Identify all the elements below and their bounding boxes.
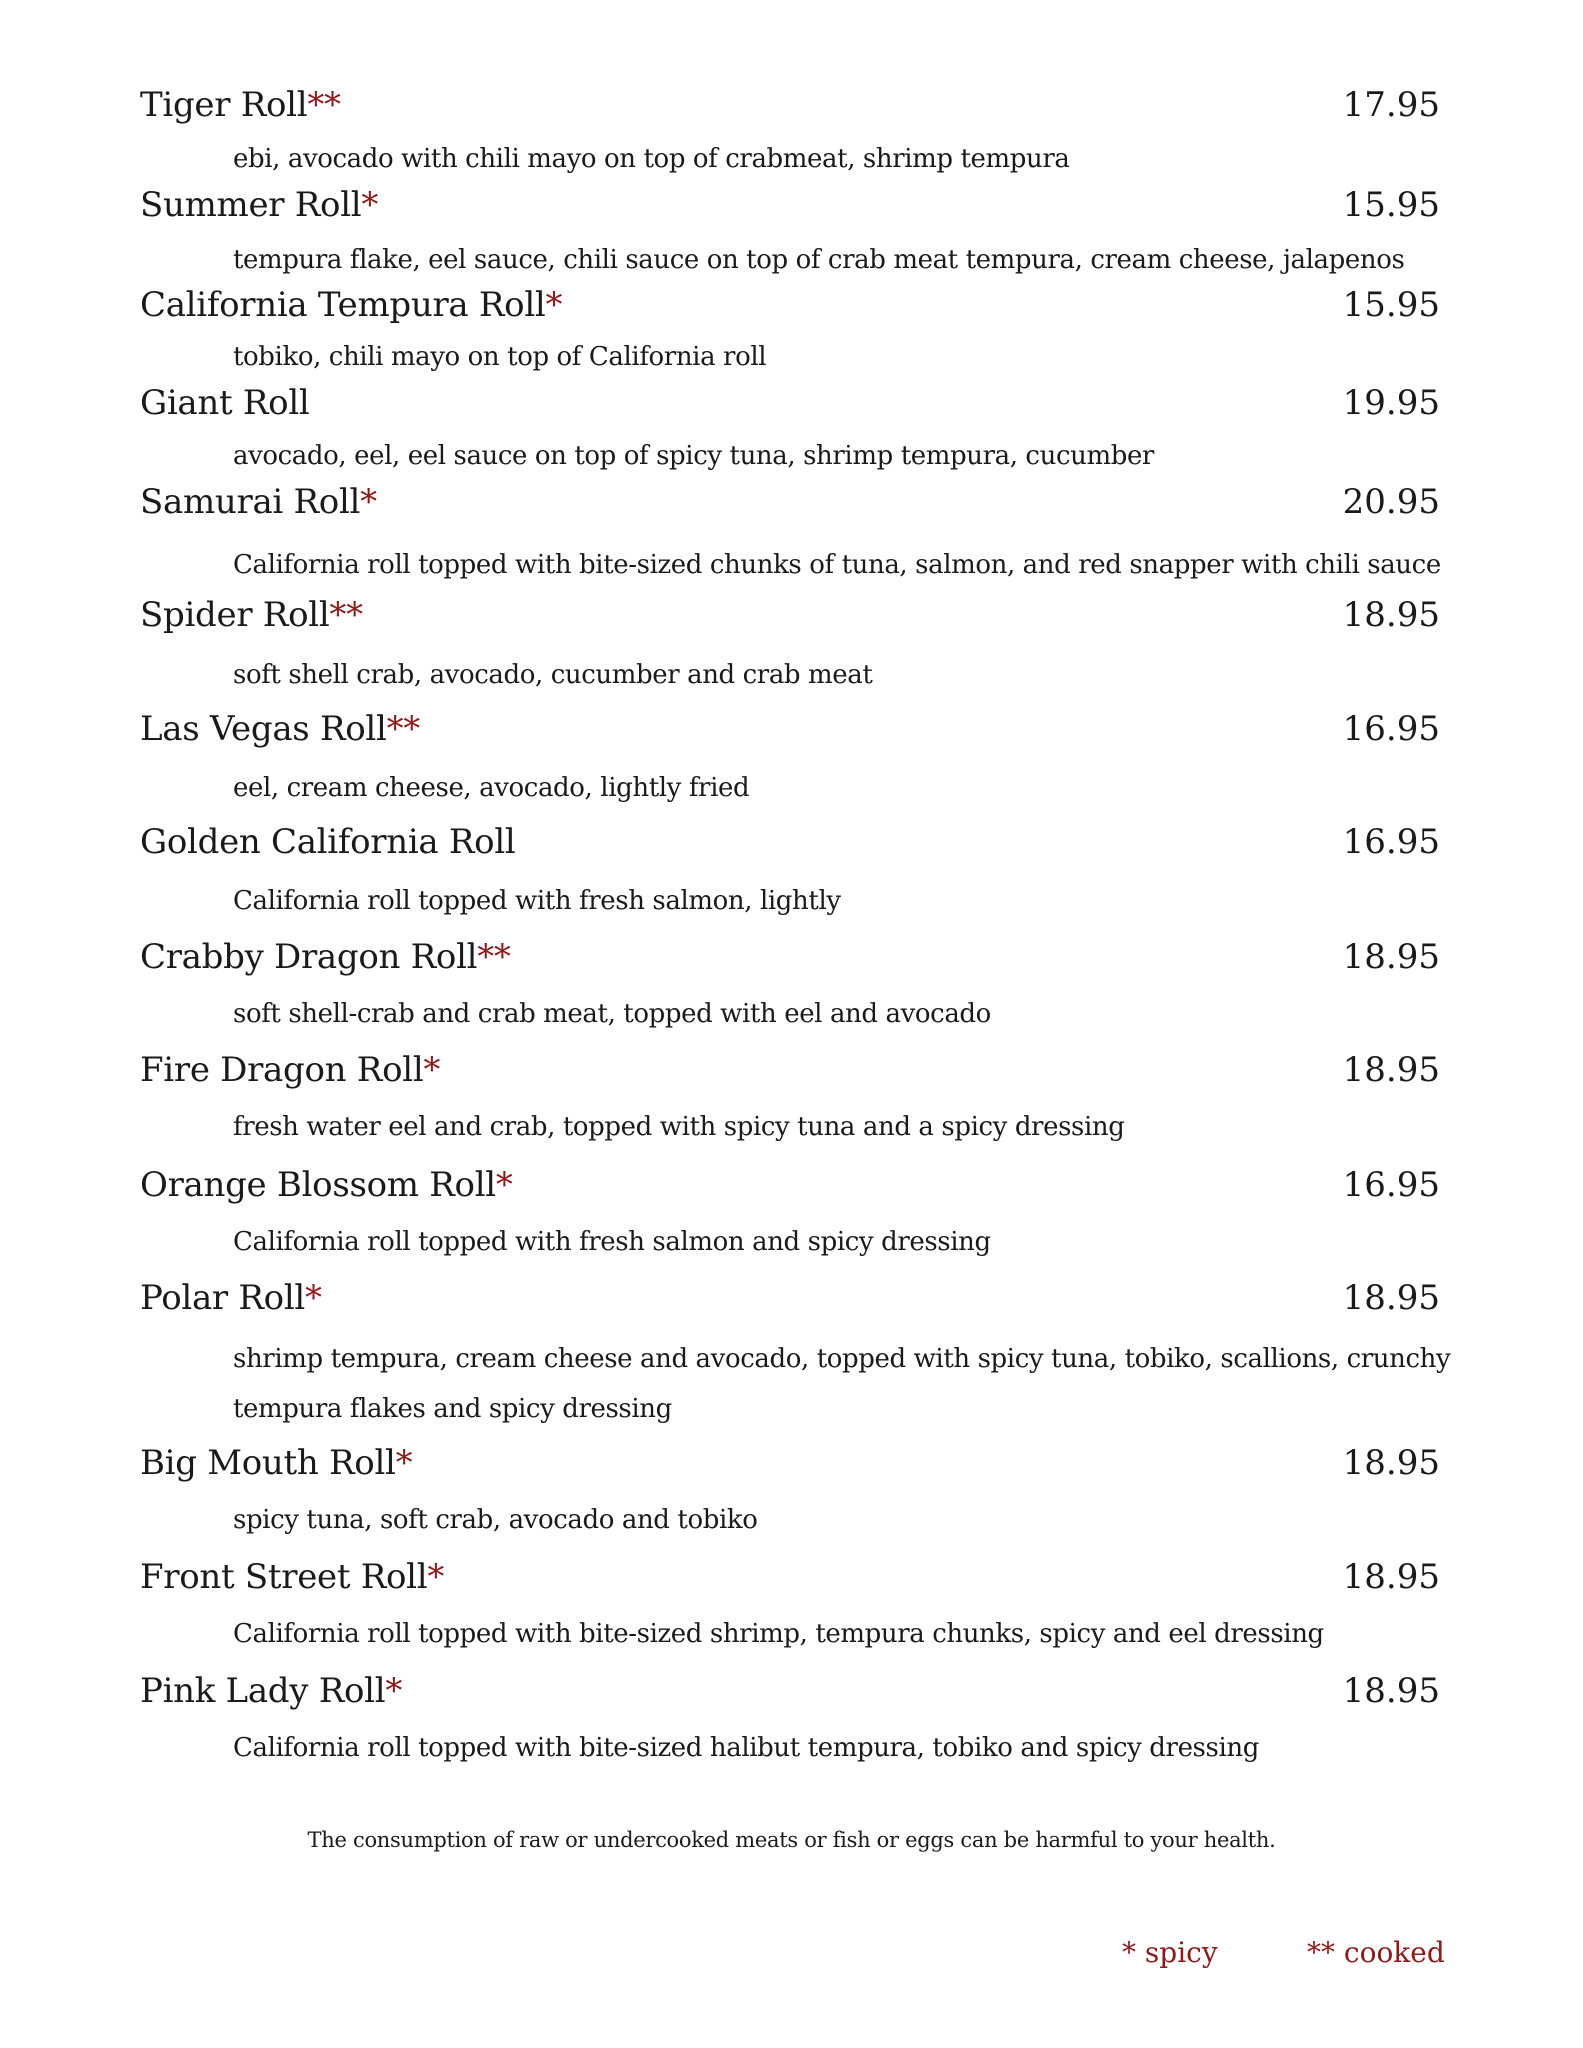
item-description-line: avocado, eel, eel sauce on top of spicy tuna, shrimp tempura, cucumber	[233, 441, 1154, 471]
item-name	[140, 477, 377, 527]
item-mark: *	[305, 1278, 322, 1318]
item-name-text: Fire Dragon Roll	[140, 1050, 424, 1090]
item-name-text: Front Street Roll	[140, 1557, 428, 1597]
item-description	[233, 1102, 1433, 1152]
item-description-line: tobiko, chili mayo on top of California roll	[233, 342, 767, 372]
menu-item	[0, 1273, 1583, 1424]
item-mark: *	[423, 1050, 441, 1090]
item-header	[0, 1045, 1583, 1095]
item-mark: *	[545, 285, 563, 325]
item-name	[140, 1045, 440, 1095]
item-mark: *	[385, 1671, 403, 1711]
item-name	[140, 817, 516, 867]
item-description	[233, 1217, 1433, 1267]
item-name-text: Samurai Roll	[140, 482, 361, 522]
item-name	[140, 1552, 444, 1602]
item-description	[233, 650, 1433, 700]
item-price: 16.95	[1342, 709, 1440, 749]
item-name	[140, 1666, 402, 1716]
item-name-text: California Tempura Roll	[140, 285, 546, 325]
item-price: 19.95	[1342, 383, 1440, 423]
item-name	[140, 704, 420, 754]
menu-item	[0, 1160, 1583, 1257]
item-description	[233, 540, 1441, 590]
item-description	[233, 1495, 1433, 1545]
item-mark: **	[307, 85, 341, 125]
item-description	[233, 332, 1433, 382]
item-name	[140, 932, 511, 982]
item-price: 16.95	[1342, 1165, 1440, 1205]
item-name-text: Big Mouth Roll	[140, 1443, 396, 1483]
item-description-line: ebi, avocado with chili mayo on top of crabmeat, shrimp tempura	[233, 144, 1070, 174]
menu-item	[0, 1438, 1583, 1535]
item-name	[140, 590, 363, 640]
item-price: 18.95	[1342, 1050, 1440, 1090]
item-description	[233, 1723, 1433, 1773]
menu-item	[0, 378, 1583, 471]
item-name-text: Crabby Dragon Roll	[140, 937, 478, 977]
item-price: 18.95	[1342, 1671, 1440, 1711]
item-header	[0, 280, 1583, 330]
item-header	[0, 80, 1583, 130]
item-name-text: Spider Roll	[140, 595, 330, 635]
item-name-text: Summer Roll	[140, 185, 362, 225]
item-name	[140, 80, 341, 130]
item-header	[0, 1273, 1583, 1323]
item-name	[140, 1438, 412, 1488]
item-description-line: tempura flakes and spicy dressing	[233, 1394, 672, 1424]
item-header	[0, 1438, 1583, 1488]
item-name	[140, 378, 310, 428]
item-header	[0, 378, 1583, 428]
item-name-text: Tiger Roll	[140, 85, 308, 125]
item-header	[0, 180, 1583, 230]
item-mark: *	[361, 185, 379, 225]
item-mark: **	[329, 595, 363, 635]
menu-item	[0, 932, 1583, 1029]
menu-item	[0, 590, 1583, 690]
item-name-text: Golden California Roll	[140, 822, 516, 862]
item-header	[0, 932, 1583, 982]
item-description	[233, 876, 1433, 926]
item-price: 17.95	[1342, 85, 1440, 125]
item-description-line: fresh water eel and crab, topped with spicy tuna and a spicy dressing	[233, 1112, 1125, 1142]
menu-item	[0, 1045, 1583, 1142]
menu-item	[0, 704, 1583, 803]
item-name-text: Orange Blossom Roll	[140, 1165, 496, 1205]
item-mark: *	[395, 1443, 413, 1483]
item-description-line: California roll topped with fresh salmon, lightly	[233, 886, 841, 916]
menu-item	[0, 1552, 1583, 1649]
item-price: 15.95	[1342, 285, 1440, 325]
item-description-line: tempura flake, eel sauce, chili sauce on top of crab meat tempura, cream cheese, jalapenos	[233, 245, 1405, 275]
item-description	[233, 431, 1433, 481]
legend-spicy: * spicy	[1122, 1936, 1218, 1969]
item-description	[233, 1609, 1433, 1659]
item-price: 16.95	[1342, 822, 1440, 862]
menu-item	[0, 477, 1583, 580]
item-name	[140, 1273, 322, 1323]
item-name-text: Pink Lady Roll	[140, 1671, 386, 1711]
item-price: 15.95	[1342, 185, 1440, 225]
item-mark: **	[477, 937, 511, 977]
item-header	[0, 477, 1583, 527]
item-header	[0, 1552, 1583, 1602]
item-description-line: California roll topped with fresh salmon and spicy dressing	[233, 1227, 991, 1257]
item-price: 18.95	[1342, 595, 1440, 635]
item-mark: *	[495, 1165, 513, 1205]
item-description-line: shrimp tempura, cream cheese and avocado, topped with spicy tuna, tobiko, scallions, crunchy	[233, 1344, 1451, 1374]
item-description-line: California roll topped with bite-sized shrimp, tempura chunks, spicy and eel dressing	[233, 1619, 1324, 1649]
item-description-line: California roll topped with bite-sized halibut tempura, tobiko and spicy dressing	[233, 1733, 1259, 1763]
legend-cooked: ** cooked	[1307, 1936, 1445, 1969]
item-name	[140, 180, 378, 230]
item-description-line: California roll topped with bite-sized chunks of tuna, salmon, and red snapper with chili sauce	[233, 550, 1441, 580]
item-description	[233, 989, 1433, 1039]
item-description	[233, 235, 1433, 285]
item-price: 18.95	[1342, 937, 1440, 977]
item-description-line: spicy tuna, soft crab, avocado and tobiko	[233, 1505, 758, 1535]
menu-item	[0, 280, 1583, 372]
item-price: 18.95	[1342, 1278, 1440, 1318]
item-description	[233, 134, 1433, 184]
item-mark: *	[427, 1557, 445, 1597]
item-header	[0, 704, 1583, 754]
item-description	[233, 1334, 1451, 1434]
health-warning: The consumption of raw or undercooked meats or fish or eggs can be harmful to your health.	[307, 1828, 1276, 1852]
item-header	[0, 590, 1583, 640]
item-mark: **	[386, 709, 420, 749]
item-name-text: Giant Roll	[140, 383, 310, 423]
item-price: 18.95	[1342, 1557, 1440, 1597]
item-description-line: soft shell crab, avocado, cucumber and crab meat	[233, 660, 873, 690]
item-header	[0, 817, 1583, 867]
menu-item	[0, 1666, 1583, 1763]
menu-item	[0, 817, 1583, 916]
item-header	[0, 1666, 1583, 1716]
menu-item	[0, 180, 1583, 275]
item-name-text: Polar Roll	[140, 1278, 305, 1318]
item-price: 20.95	[1342, 482, 1440, 522]
item-name-text: Las Vegas Roll	[140, 709, 387, 749]
item-name	[140, 1160, 513, 1210]
item-description-line: soft shell-crab and crab meat, topped with eel and avocado	[233, 999, 991, 1029]
item-name	[140, 280, 562, 330]
menu-item	[0, 80, 1583, 174]
item-mark: *	[360, 482, 377, 522]
item-description-line: eel, cream cheese, avocado, lightly fried	[233, 773, 750, 803]
item-header	[0, 1160, 1583, 1210]
item-description	[233, 763, 1433, 813]
item-price: 18.95	[1342, 1443, 1440, 1483]
